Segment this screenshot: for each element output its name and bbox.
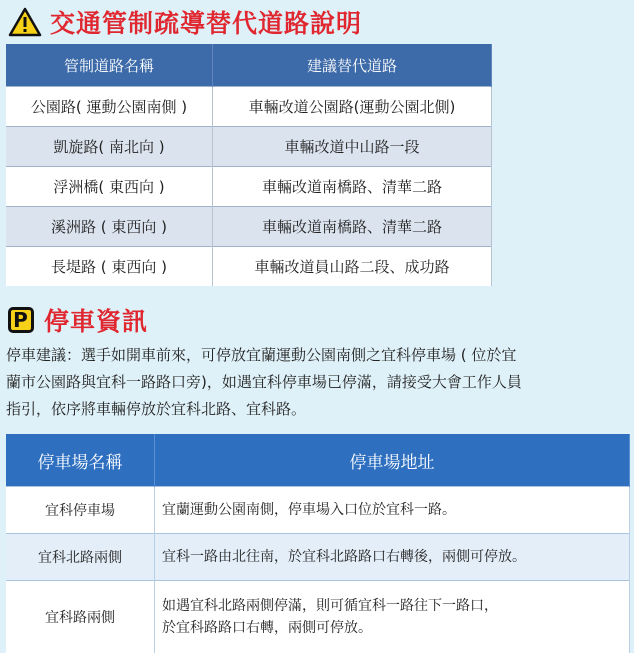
lot-address-cell	[155, 487, 630, 534]
address-line: 如遇宜科北路兩側停滿，則可循宜科一路往下一路口，	[162, 595, 628, 617]
table-row	[6, 581, 630, 653]
intro-line: 指引，依序將車輛停放於宜科北路、宜科路。	[6, 396, 630, 423]
table-row	[6, 127, 492, 167]
controlled-road-cell: 凱旋路( 南北向 )	[6, 127, 213, 167]
table-row	[6, 247, 492, 287]
table-row	[6, 207, 492, 247]
header-controlled-road: 管制道路名稱	[6, 44, 213, 87]
lot-address-cell	[155, 534, 630, 581]
traffic-section-title	[8, 4, 362, 40]
controlled-road-cell: 長堤路 ( 東西向 )	[6, 247, 213, 287]
controlled-road-cell: 溪洲路 ( 東西向 )	[6, 207, 213, 247]
lot-address-cell	[155, 581, 630, 653]
alternate-road-cell: 車輛改道南橋路、清華二路	[213, 207, 492, 247]
intro-line: 停車建議：選手如開車前來，可停放宜蘭運動公園南側之宜科停車場 ( 位於宜	[6, 342, 630, 369]
parking-intro	[6, 342, 630, 423]
lot-name-cell: 宜科路兩側	[6, 581, 155, 653]
controlled-road-cell: 浮洲橋( 東西向 )	[6, 167, 213, 207]
header-alternate-road: 建議替代道路	[213, 44, 492, 87]
traffic-table-header	[6, 44, 492, 87]
header-lot-name: 停車場名稱	[6, 434, 155, 487]
table-row	[6, 167, 492, 207]
lot-name-cell: 宜科北路兩側	[6, 534, 155, 581]
parking-table-header	[6, 434, 630, 487]
parking-section-title	[8, 302, 148, 338]
traffic-table	[6, 44, 492, 286]
parking-table	[6, 434, 630, 653]
parking-title: 停車資訊	[44, 302, 148, 338]
address-line: 宜蘭運動公園南側，停車場入口位於宜科一路。	[162, 499, 628, 521]
lot-name-cell: 宜科停車場	[6, 487, 155, 534]
traffic-title: 交通管制疏導替代道路說明	[50, 4, 362, 40]
address-line: 於宜科路路口右轉，兩側可停放。	[162, 617, 628, 639]
header-lot-address: 停車場地址	[155, 434, 630, 487]
alternate-road-cell: 車輛改道南橋路、清華二路	[213, 167, 492, 207]
table-row	[6, 487, 630, 534]
alternate-road-cell: 車輛改道員山路二段、成功路	[213, 247, 492, 287]
table-row	[6, 534, 630, 581]
alternate-road-cell: 車輛改道中山路一段	[213, 127, 492, 167]
table-row	[6, 87, 492, 127]
alternate-road-cell: 車輛改道公園路(運動公園北側)	[213, 87, 492, 127]
address-line: 宜科一路由北往南，於宜科北路路口右轉後，兩側可停放。	[162, 546, 628, 568]
parking-icon: P	[8, 307, 34, 333]
intro-line: 蘭市公園路與宜科一路路口旁)，如遇宜科停車場已停滿，請接受大會工作人員	[6, 369, 630, 396]
controlled-road-cell: 公園路( 運動公園南側 )	[6, 87, 213, 127]
warning-icon	[8, 7, 42, 37]
